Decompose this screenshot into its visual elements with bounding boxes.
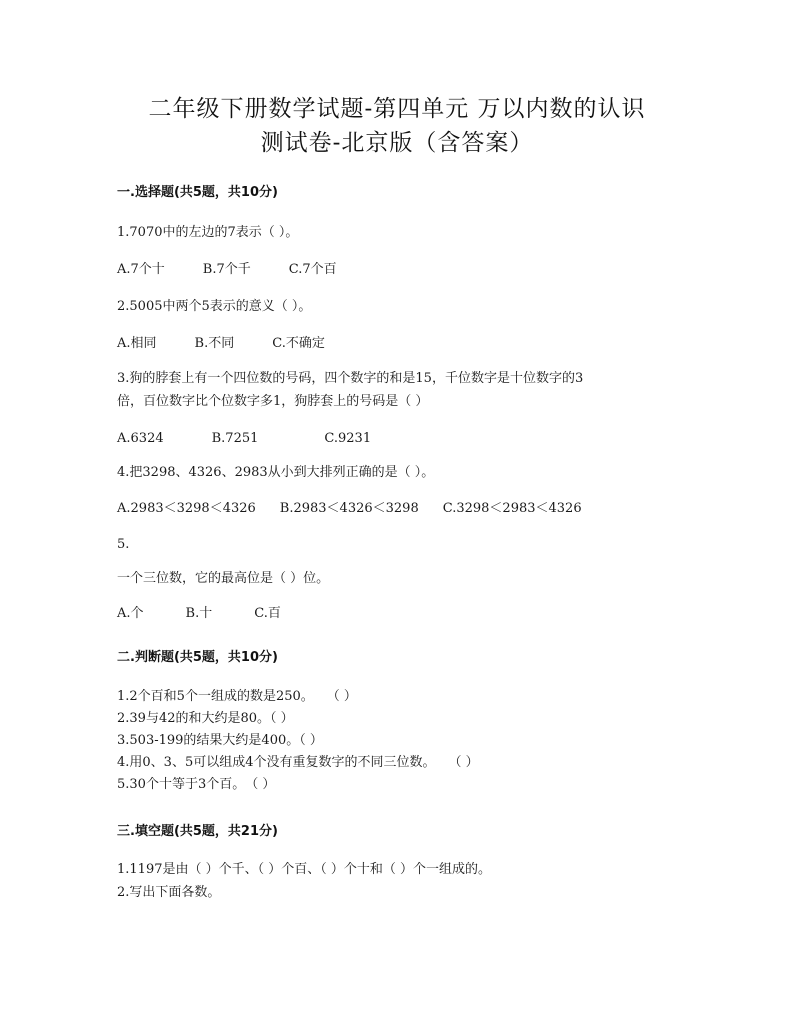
option-c: C.百 xyxy=(254,606,281,621)
choice-question-3-line-1: 3.狗的脖套上有一个四位数的号码，四个数字的和是15，千位数字是十位数字的3 xyxy=(117,371,584,386)
option-a: A.2983＜3298＜4326 xyxy=(117,501,256,516)
option-c: C.3298＜2983＜4326 xyxy=(442,501,582,516)
judge-question-4: 4.用0、3、5可以组成4个没有重复数字的不同三位数。 （ ） xyxy=(117,755,479,770)
option-a: A.个 xyxy=(117,606,144,621)
choice-options-3 xyxy=(117,430,371,448)
section-heading-choice: 一.选择题(共5题，共10分) xyxy=(117,185,278,200)
choice-options-5 xyxy=(117,605,281,623)
fill-question-1: 1.1197是由（ ）个千、（ ）个百、（ ）个十和（ ）个一组成的。 xyxy=(117,862,492,877)
option-c: C.不确定 xyxy=(272,336,325,351)
option-c: C.9231 xyxy=(324,431,372,446)
section-heading-judge: 二.判断题(共5题，共10分) xyxy=(117,650,278,665)
judge-question-3: 3.503-199的结果大约是400。（ ） xyxy=(117,733,323,748)
option-c: C.7个百 xyxy=(288,262,337,277)
choice-question-1: 1.7070中的左边的7表示（ ）。 xyxy=(117,225,299,240)
option-a: A.6324 xyxy=(117,431,164,446)
option-a: A.相同 xyxy=(117,336,157,351)
choice-options-1 xyxy=(117,261,337,279)
choice-question-5: 一个三位数，它的最高位是（ ）位。 xyxy=(117,571,330,586)
option-b: B.2983＜4326＜3298 xyxy=(279,501,419,516)
fill-question-2: 2.写出下面各数。 xyxy=(117,885,221,900)
option-a: A.7个十 xyxy=(117,262,165,277)
option-b: B.7个千 xyxy=(202,262,251,277)
document-title-line-2: 测试卷-北京版（含答案） xyxy=(260,130,534,156)
judge-question-5: 5.30个十等于3个百。 （ ） xyxy=(117,777,276,792)
judge-question-1: 1.2个百和5个一组成的数是250。 （ ） xyxy=(117,689,357,704)
choice-options-4 xyxy=(117,500,582,518)
choice-question-3-line-2: 倍，百位数字比个位数字多1，狗脖套上的号码是（ ） xyxy=(117,394,429,409)
choice-options-2 xyxy=(117,335,325,353)
document-title-line-1: 二年级下册数学试题-第四单元 万以内数的认识 xyxy=(148,96,646,122)
option-b: B.不同 xyxy=(194,336,235,351)
section-heading-fill: 三.填空题(共5题，共21分) xyxy=(117,824,278,839)
choice-question-2: 2.5005中两个5表示的意义（ ）。 xyxy=(117,299,312,314)
judge-question-2: 2.39与42的和大约是80。（ ） xyxy=(117,711,294,726)
choice-question-4: 4.把3298、4326、2983从小到大排列正确的是（ ）。 xyxy=(117,465,435,480)
choice-question-5-number: 5. xyxy=(117,537,130,552)
option-b: B.7251 xyxy=(211,431,259,446)
option-b: B.十 xyxy=(185,606,213,621)
